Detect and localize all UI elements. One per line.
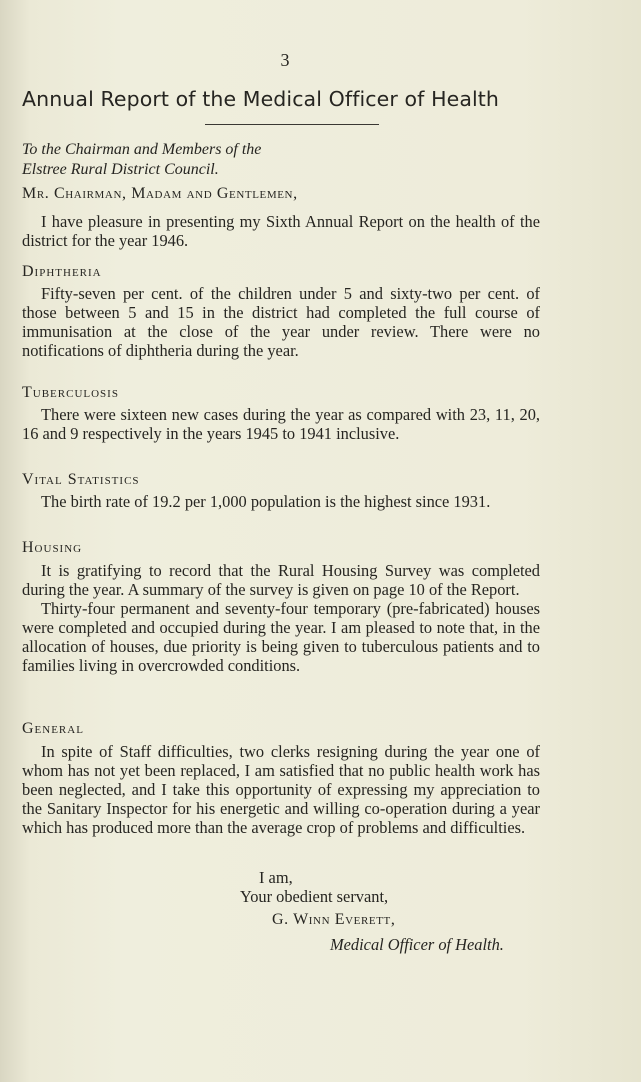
section-housing-text: It is gratifying to record that the Rural Housing Survey was completed during the year. A summary of the survey is given on page 10 of the Report. Thirty-four permanent and seventy-four temporary (pre-fabricated) houses were completed and occupied during the year. I am pleased to note that, in the allocation of houses, due priority is being given to tuberculous patients and to families living in overcrowded conditions. [22,561,540,675]
title-rule [205,124,379,125]
section-diphtheria-text: Fifty-seven per cent. of the children under 5 and sixty-two per cent. of those between 5 and 15 in the district had completed the full course of immunisation at the close of the year under review. There were no notifications of diphtheria during the year. [22,284,540,360]
address-line: Elstree Rural District Council. [22,161,219,178]
page-number: 3 [280,50,290,70]
closing-i-am: I am, [259,868,293,887]
heading-tuberculosis: Tuberculosis [22,384,119,401]
heading-general: General [22,720,84,737]
signature-name: G. Winn Everett, [272,911,396,928]
address-line: To the Chairman and Members of the [22,141,262,158]
address-block [22,140,261,180]
section-general-text: In spite of Staff difficulties, two clerks resigning during the year one of whom has not yet been replaced, I am satisfied that no public health work has been neglected, and I take this opportunity of expressing my appreciation to the Sanitary Inspector for his energetic and willing co-operation during a year which has produced more than the average crop of problems and difficulties. [22,742,540,837]
section-tuberculosis-text: There were sixteen new cases during the year as compared with 23, 11, 20, 16 and 9 respectively in the years 1945 to 1941 inclusive. [22,405,540,443]
report-title: Annual Report of the Medical Officer of Health [22,87,500,111]
intro-paragraph: I have pleasure in presenting my Sixth Annual Report on the health of the district for the year 1946. [22,212,540,250]
heading-vital-statistics: Vital Statistics [22,471,140,488]
heading-housing: Housing [22,539,83,556]
section-vital-statistics-text: The birth rate of 19.2 per 1,000 population is the highest since 1931. [41,492,491,511]
signature-title: Medical Officer of Health. [330,935,504,954]
closing-line: Your obedient servant, [240,887,389,906]
heading-diphtheria: Diphtheria [22,263,102,280]
salutation: Mr. Chairman, Madam and Gentlemen, [22,185,298,202]
